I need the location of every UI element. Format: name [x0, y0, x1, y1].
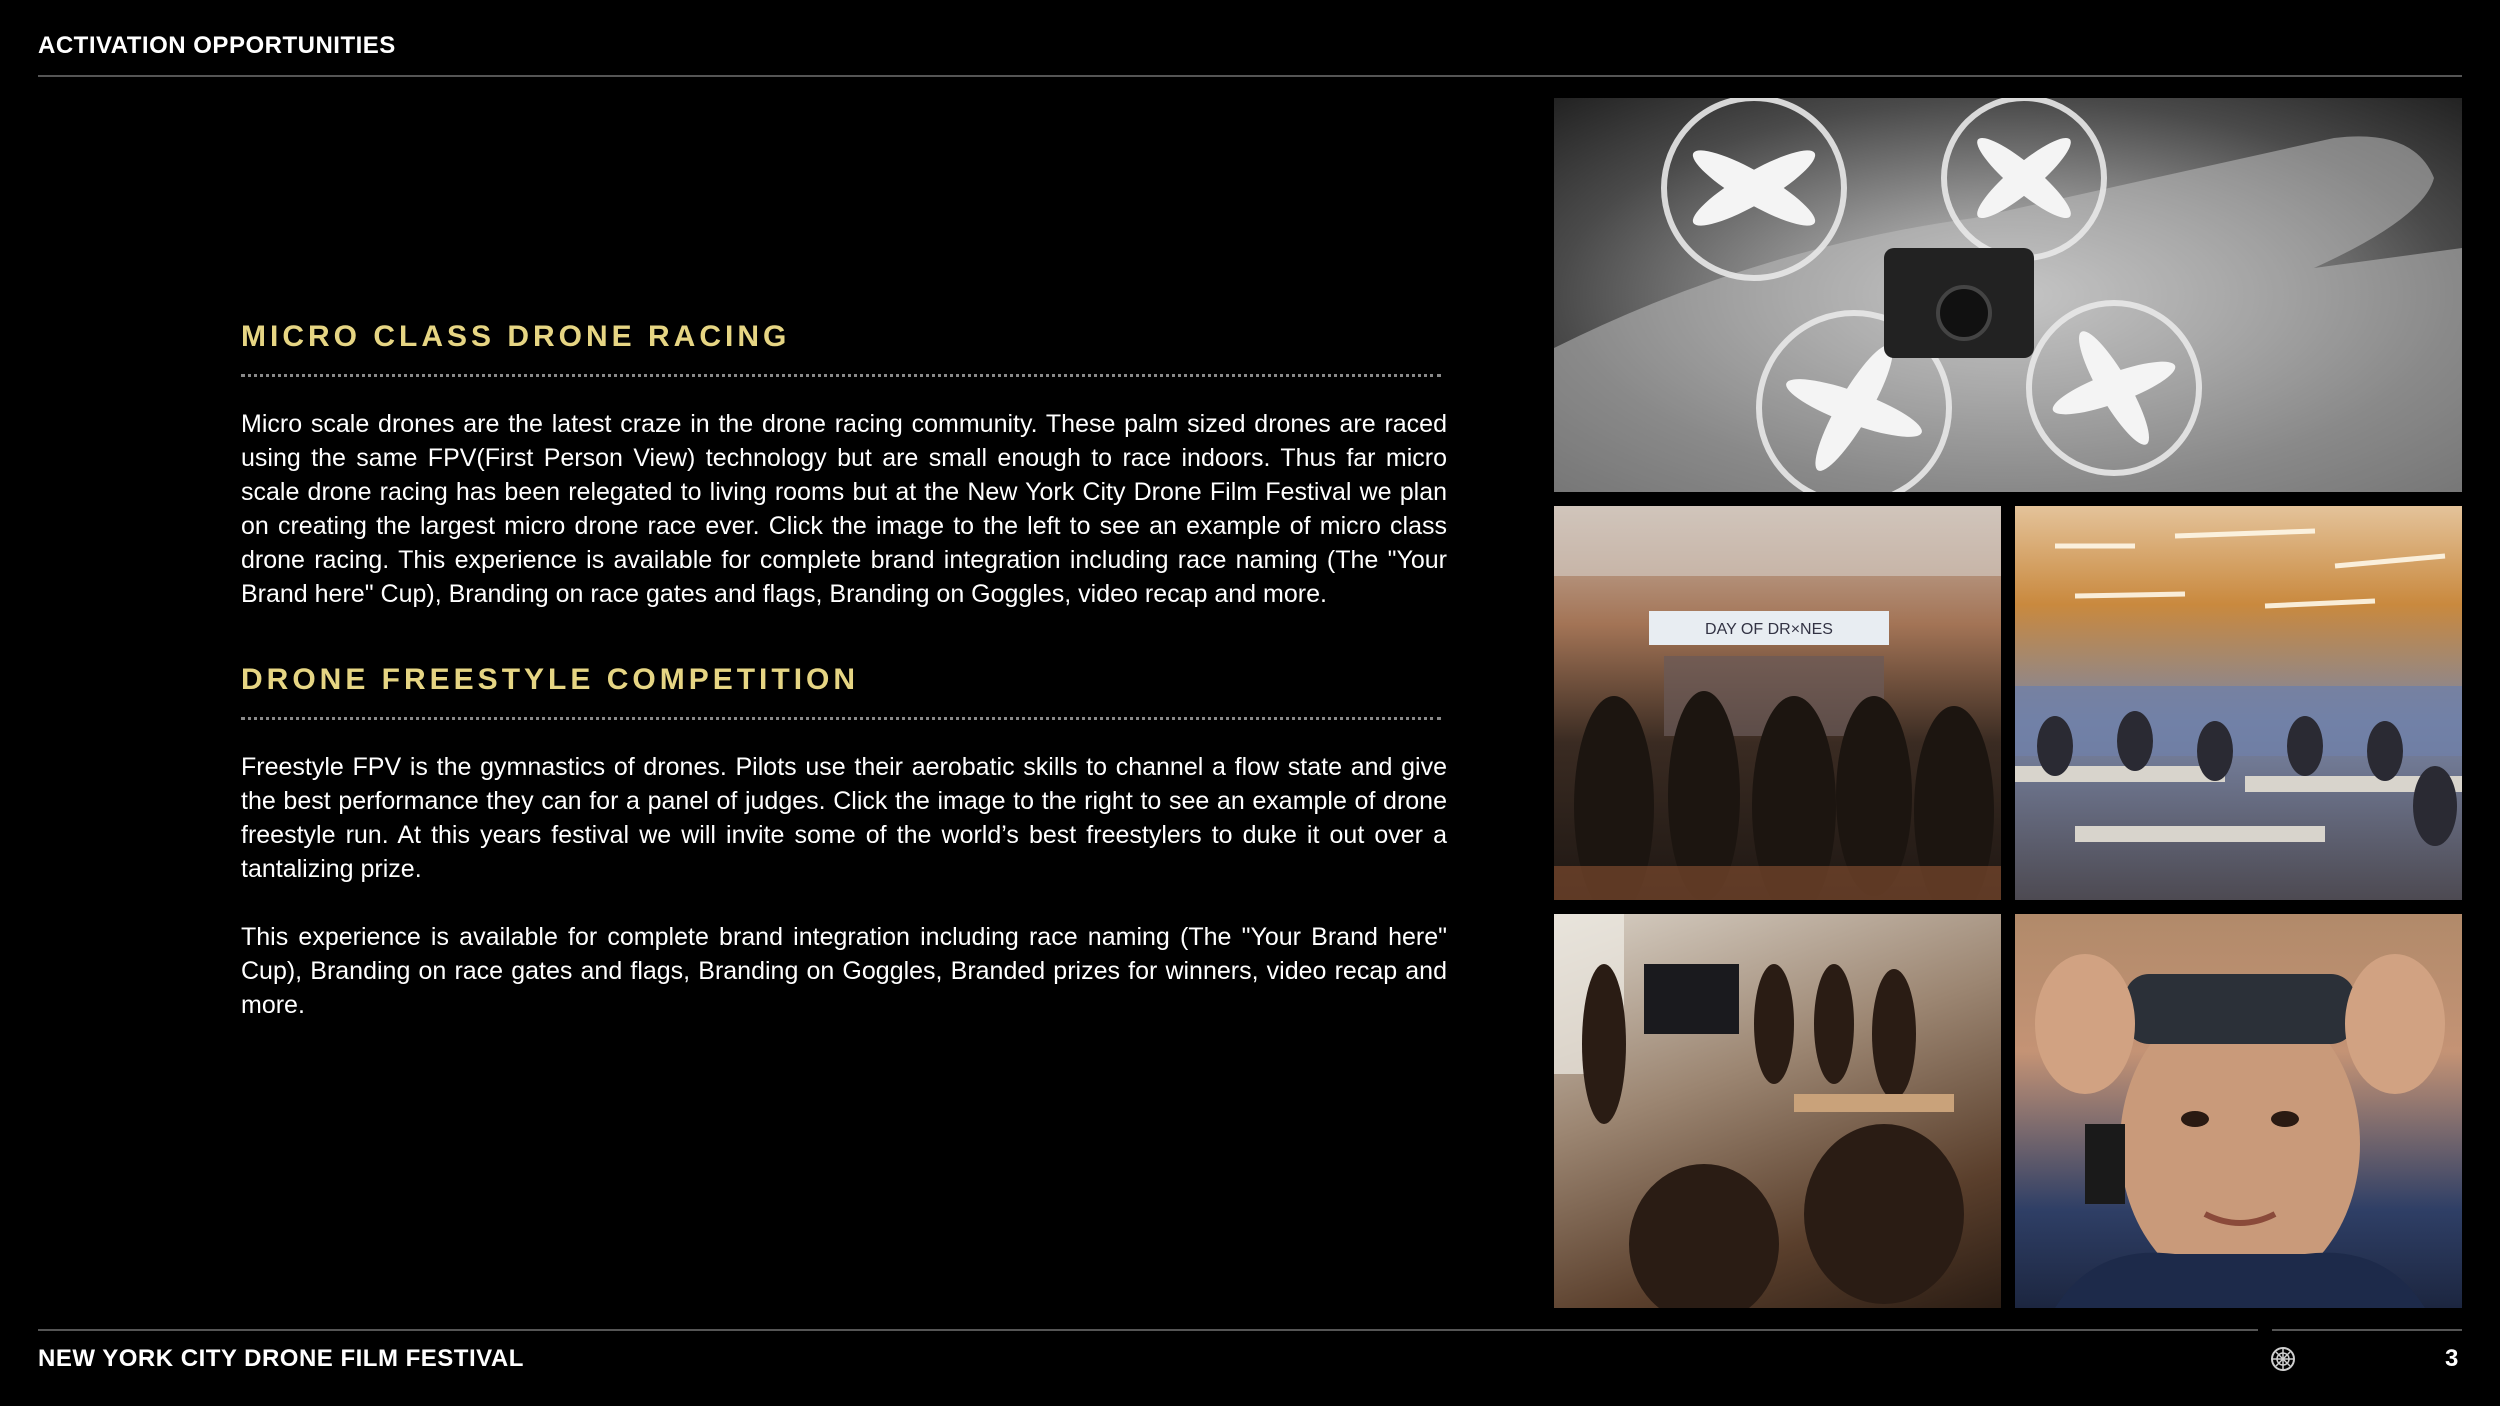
footer-divider-right [2272, 1329, 2462, 1331]
header-title: ACTIVATION OPPORTUNITIES [38, 32, 396, 59]
day-of-drones-hall-photo[interactable] [1554, 506, 2001, 900]
section-title: DRONE FREESTYLE COMPETITION [241, 663, 860, 696]
section-micro-class [241, 320, 1447, 611]
footer-title: NEW YORK CITY DRONE FILM FESTIVAL [38, 1345, 524, 1372]
dotted-divider [241, 717, 1441, 720]
classroom-workshop-photo[interactable] [2015, 506, 2462, 900]
fpv-pilots-room-photo[interactable] [1554, 914, 2001, 1308]
section-title: MICRO CLASS DRONE RACING [241, 320, 791, 353]
banner-text: DAY OF DR×NES [1705, 621, 1833, 638]
dotted-divider [241, 374, 1441, 377]
kid-fpv-goggles-photo[interactable] [2015, 914, 2462, 1308]
section-paragraph: Freestyle FPV is the gymnastics of drones. Pilots use their aerobatic skills to channel a flow state and give the best performance they can for a panel of judges. Click the image to the right to see an example of drone freestyle run. At this years festival we will invite some of the world’s best freestylers to duke it out over a tantalizing prize. [241, 753, 1447, 883]
micro-drone-photo[interactable] [1554, 98, 2462, 492]
section-paragraph: This experience is available for complete brand integration including race naming (The "Your Brand here" Cup), Branding on race gates and flags, Branding on Goggles, Branded prizes for winners, video recap and more. [241, 923, 1447, 1019]
section-paragraph: Micro scale drones are the latest craze in the drone racing community. These palm sized drones are raced using the same FPV(First Person View) technology but are small enough to race indoors. Thus far micro scale drone racing has been relegated to living rooms but at the New York City Drone Film Festival we plan on creating the largest micro drone race ever. Click the image to the left to see an example of micro class drone racing. This experience is available for complete brand integration including race naming (The "Your Brand here" Cup), Branding on race gates and flags, Branding on Goggles, video recap and more. [241, 410, 1447, 608]
page-number: 3 [2445, 1345, 2459, 1372]
section-freestyle [241, 663, 1447, 1022]
header-divider [38, 75, 2462, 77]
footer-divider [38, 1329, 2258, 1331]
content-column [241, 320, 1447, 1022]
festival-seal-icon [2270, 1346, 2296, 1372]
